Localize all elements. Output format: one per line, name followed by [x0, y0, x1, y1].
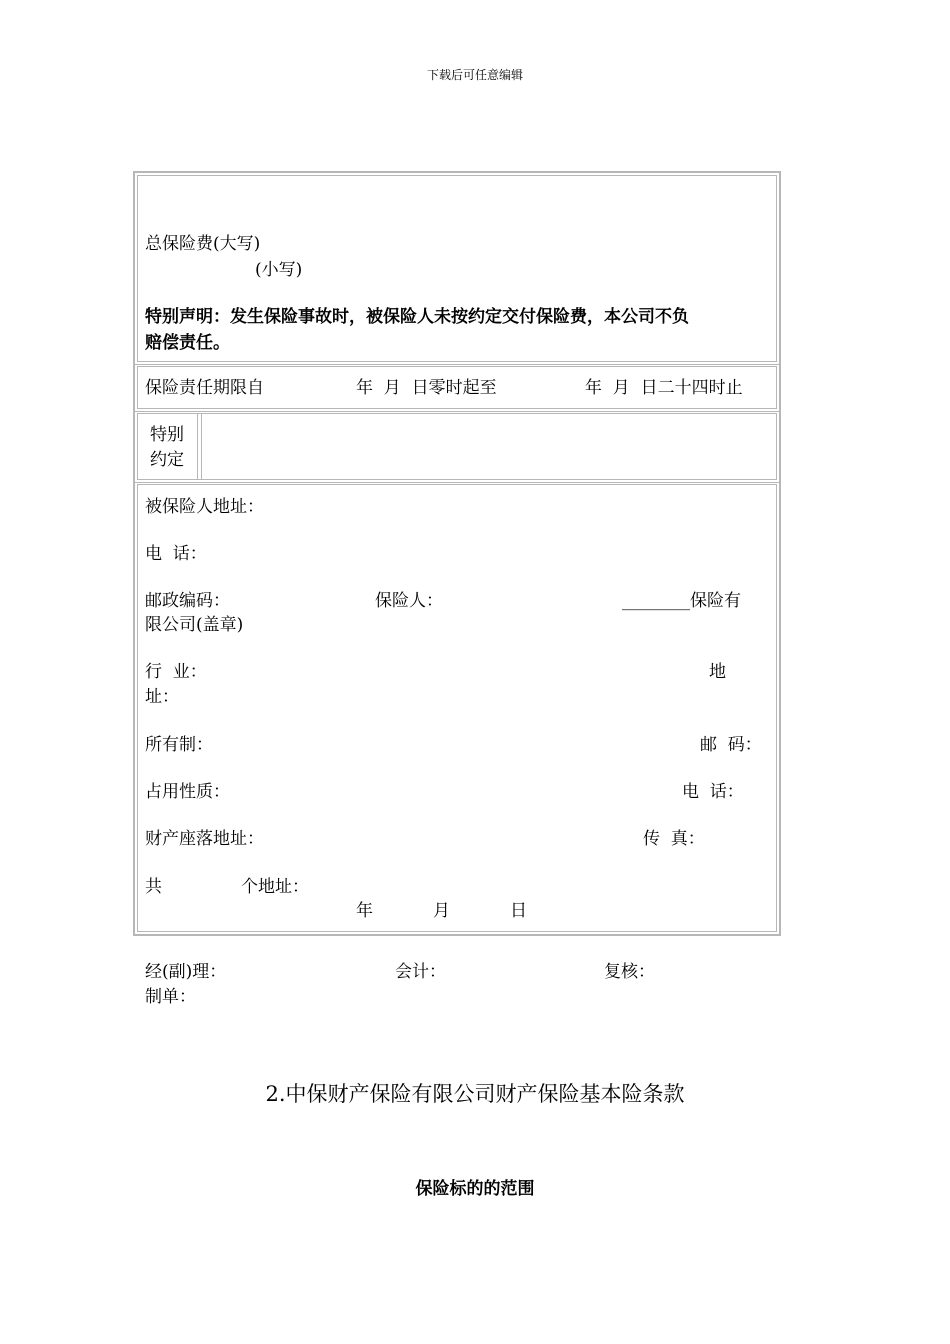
- insured-phone-label: 电 话：: [145, 544, 207, 564]
- special-agreement-label: 特别: [150, 425, 184, 445]
- insured-address-label: 被保险人地址：: [145, 497, 264, 517]
- reviewer-signature-label: 复核：: [604, 962, 655, 982]
- date-year: 年: [356, 901, 373, 921]
- insurer-company-name: ________保险有: [622, 591, 741, 611]
- section-title: 2.中保财产保险有限公司财产保险基本险条款: [265, 1082, 685, 1106]
- insurer-company-seal: 限公司(盖章): [145, 615, 244, 635]
- special-agreement-label-cont: 约定: [150, 450, 184, 470]
- row-divider: [133, 411, 781, 412]
- special-agreement-divider-inner: [201, 413, 202, 480]
- insurer-postcode-label: 邮 码：: [700, 735, 762, 755]
- preparer-signature-label: 制单：: [145, 987, 196, 1007]
- insurer-address-label: 地: [709, 662, 726, 682]
- insurer-phone-label: 电 话：: [682, 782, 744, 802]
- postcode-label: 邮政编码：: [145, 591, 230, 611]
- section-subtitle: 保险标的的范围: [415, 1179, 535, 1199]
- manager-signature-label: 经(副)理：: [145, 962, 227, 982]
- insurer-fax-label: 传 真：: [643, 829, 705, 849]
- row-divider: [133, 482, 781, 483]
- insurer-label: 保险人：: [375, 591, 443, 611]
- address-count-prefix: 共: [145, 877, 162, 897]
- date-day: 日: [510, 901, 527, 921]
- page-header: 下载后可任意编辑: [426, 68, 523, 82]
- address-count-suffix: 个地址：: [241, 877, 309, 897]
- special-declaration: 特别声明：发生保险事故时，被保险人未按约定交付保险费，本公司不负: [145, 307, 689, 327]
- date-month: 月: [433, 901, 450, 921]
- accountant-signature-label: 会计：: [395, 962, 446, 982]
- occupancy-label: 占用性质：: [145, 782, 230, 802]
- period-end: 年 月 日二十四时止: [585, 378, 743, 398]
- row-divider: [133, 364, 781, 365]
- premium-section: [137, 175, 777, 362]
- period-start: 年 月 日零时起至: [356, 378, 497, 398]
- special-declaration-cont: 赔偿责任。: [145, 333, 230, 353]
- industry-label: 行 业：: [145, 662, 207, 682]
- insurer-address-label-cont: 址：: [145, 687, 179, 707]
- property-location-label: 财产座落地址：: [145, 829, 264, 849]
- special-agreement-field[interactable]: [203, 414, 775, 478]
- special-agreement-divider: [197, 413, 198, 480]
- parties-section: [137, 484, 777, 932]
- ownership-label: 所有制：: [145, 735, 213, 755]
- total-premium-label: 总保险费(大写): [145, 234, 261, 254]
- period-label: 保险责任期限自: [145, 378, 264, 398]
- premium-small-label: (小写): [255, 260, 303, 280]
